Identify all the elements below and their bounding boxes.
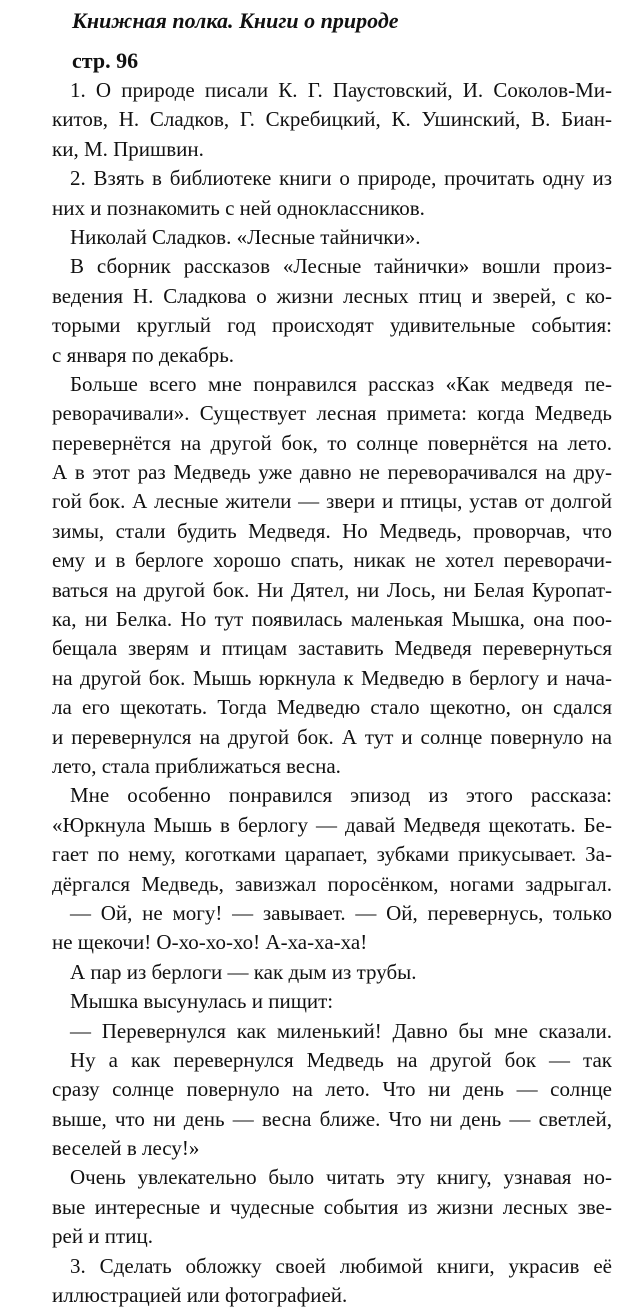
text-line: ка, ни Белка. Но тут появилась маленькая Мышка, она поо- (52, 607, 612, 632)
text-line: — Перевернулся как миленький! Давно бы мне сказали. (70, 1018, 612, 1043)
text-line: лето, стала приближаться весна. (52, 753, 341, 778)
text-line: ла его щекотать. Тогда Медведю стало щекотно, он сдался (52, 695, 612, 720)
text-line: ваться на другой бок. Ни Дятел, ни Лось, ни Белая Куропат- (52, 577, 612, 602)
text-line: китов, Н. Сладков, Г. Скребицкий, К. Ушинский, В. Биан- (52, 107, 612, 132)
text-line: 2. Взять в библиотеке книги о природе, прочитать одну из (70, 166, 612, 191)
text-line: Мне особенно понравился эпизод из этого рассказа: (70, 783, 612, 808)
text-line: ему и в берлоге хорошо спать, никак не хотел переворачи- (52, 548, 612, 573)
text-line: не щекочи! О-хо-хо-хо! А-ха-ха-ха! (52, 930, 368, 955)
text-line: перевернётся на другой бок, то солнце повернётся на лето. (52, 430, 612, 455)
text-line: Мышка высунулась и пищит: (70, 989, 334, 1014)
page-reference: стр. 96 (72, 48, 139, 73)
text-line: сразу солнце повернуло на лето. Что ни день — солнце (52, 1077, 612, 1102)
text-line: них и познакомить с ней одноклассников. (52, 195, 425, 220)
text-line: Ну а как перевернулся Медведь на другой бок — так (70, 1047, 612, 1072)
text-line: ведения Н. Сладкова о жизни лесных птиц и зверей, с ко- (52, 283, 612, 308)
text-line: А пар из берлоги — как дым из трубы. (70, 959, 417, 984)
text-line: и перевернулся на другой бок. А тут и солнце повернуло на (52, 724, 612, 749)
text-line: гой бок. А лесные жители — звери и птицы, устав от долгой (52, 489, 612, 514)
text-line: Больше всего мне понравился рассказ «Как медведя пе- (70, 371, 612, 396)
text-line: иллюстрацией или фотографией. (52, 1283, 348, 1308)
text-line: 1. О природе писали К. Г. Паустовский, И. Соколов-Ми- (70, 78, 612, 102)
text-line: рей и птиц. (52, 1224, 153, 1249)
text-line: бещала зверям и птицам заставить Медведя перевернуться (52, 636, 612, 661)
text-line: Очень увлекательно было читать эту книгу, узнавая но- (70, 1165, 612, 1190)
text-line: «Юркнула Мышь в берлогу — давай Медведя щекотать. Бе- (52, 812, 612, 837)
text-line: — Ой, не могу! — завывает. — Ой, перевернусь, только (70, 900, 612, 925)
text-line: 3. Сделать обложку своей любимой книги, украсив её (70, 1253, 612, 1278)
text-line: дёргался Медведь, завизжал поросёнком, ногами задрыгал. (52, 871, 612, 896)
text-line: гает по нему, коготками царапает, зубками прикусывает. За- (52, 842, 612, 867)
text-line: ки, М. Пришвин. (52, 136, 204, 161)
text-line: торыми круглый год происходят удивительные события: (52, 313, 612, 338)
text-line: на другой бок. Мышь юркнула к Медведю в берлогу и нача- (52, 665, 612, 690)
text-line: с января по декабрь. (52, 342, 235, 367)
document-body (52, 76, 612, 1310)
text-line: Николай Сладков. «Лесные тайнички». (70, 224, 421, 249)
text-line: реворачивали». Существует лесная примета: когда Медведь (52, 401, 612, 426)
text-line: выше, что ни день — весна ближе. Что ни день — светлей, (52, 1106, 612, 1131)
text-line: В сборник рассказов «Лесные тайнички» вошли произ- (70, 254, 612, 279)
text-line: веселей в лесу!» (52, 1136, 200, 1161)
page-title: Книжная полка. Книги о природе (72, 8, 399, 33)
text-line: вые интересные и чудесные события из жизни лесных зве- (52, 1194, 612, 1219)
text-line: зимы, стали будить Медведя. Но Медведь, проворчав, что (52, 518, 612, 543)
text-line: А в этот раз Медведь уже давно не переворачивался на дру- (52, 460, 612, 485)
